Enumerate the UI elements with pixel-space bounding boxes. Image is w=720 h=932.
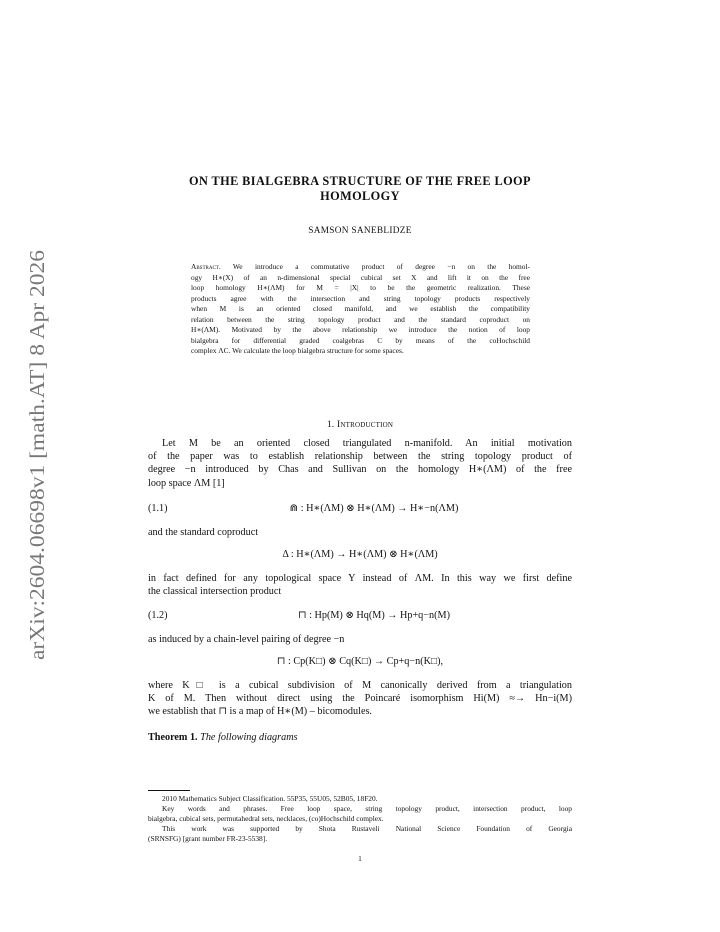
paragraph-3 xyxy=(148,679,572,719)
footnote-keywords: Key words and phrases. Free loop space, string topology product, intersection product, loop xyxy=(162,804,572,813)
abstract-line: when M is an oriented closed manifold, and we establish the compatibility xyxy=(191,304,530,314)
paragraph-line: in fact defined for any topological space Y instead of ΛM. In this way we first define xyxy=(148,573,572,584)
equation-coproduct xyxy=(148,549,572,563)
intro-paragraph xyxy=(148,437,572,490)
arxiv-id-text: arXiv:2604.06698v1 [math.AT] 8 Apr 2026 xyxy=(25,284,49,660)
equation-body: ⋒ : H∗(ΛM) ⊗ H∗(ΛM) → H∗−n(ΛM) xyxy=(289,503,459,514)
theorem-label: Theorem 1. xyxy=(148,732,198,743)
abstract-line: products agree with the intersection and string topology products respectively xyxy=(191,293,530,303)
abstract-line: ogy H∗(X) of an n-dimensional special cubical set X and lift it on the free xyxy=(191,272,530,282)
paragraph-line: we establish that ⊓ is a map of H∗(M) – bicomodules. xyxy=(148,706,372,718)
paragraph-line: degree −n introduced by Chas and Sullivan on the homology H∗(ΛM) of the free xyxy=(148,464,572,476)
paragraph-line: of the paper was to establish relationship between the string topology product of xyxy=(148,451,572,463)
section-heading xyxy=(148,419,572,430)
equation-chain-pairing xyxy=(148,656,572,670)
abstract-line-1 xyxy=(191,262,530,273)
equation-1-1 xyxy=(148,503,572,517)
paragraph-line: the classical intersection product xyxy=(148,586,282,598)
page-number: 1 xyxy=(358,854,362,863)
paper-title xyxy=(148,174,572,204)
footnote-funding-cont: (SRNSFG) [grant number FR-23-5538]. xyxy=(148,834,268,843)
equation-number: (1.2) xyxy=(148,610,168,621)
paragraph-line: as induced by a chain-level pairing of degree −n xyxy=(148,634,345,645)
title-line-2: HOMOLOGY xyxy=(320,189,400,203)
paragraph-2 xyxy=(148,572,572,598)
equation-1-2 xyxy=(148,610,572,624)
abstract-line: complex ΛC. We calculate the loop bialgebra structure for some spaces. xyxy=(191,346,404,356)
title-line-1: ON THE BIALGEBRA STRUCTURE OF THE FREE LOOP xyxy=(189,174,531,188)
footnote-rule xyxy=(148,790,190,791)
abstract-line: loop homology H∗(ΛM) for M = |X| to be the geometric realization. These xyxy=(191,283,530,293)
abstract xyxy=(191,262,530,357)
footnote-msc: 2010 Mathematics Subject Classification. 55P35, 55U05, 52B05, 18F20. xyxy=(162,794,378,803)
footnote-funding: This work was supported by Shota Rustaveli National Science Foundation of Georgia xyxy=(162,824,572,833)
abstract-line-text: We introduce a commutative product of degree −n on the homol- xyxy=(220,262,530,271)
paragraph-line: where K□ is a cubical subdivision of M canonically derived from a triangulation xyxy=(148,680,572,691)
equation-body: Δ : H∗(ΛM) → H∗(ΛM) ⊗ H∗(ΛM) xyxy=(282,549,438,560)
chain-text xyxy=(148,633,572,646)
equation-body: ⊓ : Cp(K□) ⊗ Cq(K□) → Cp+q−n(K□), xyxy=(276,656,444,667)
theorem-1 xyxy=(148,732,298,743)
equation-number: (1.1) xyxy=(148,503,168,514)
theorem-text: The following diagrams xyxy=(200,732,298,743)
author-name: SAMSON SANEBLIDZE xyxy=(308,226,412,236)
paragraph-line: and the standard coproduct xyxy=(148,527,259,538)
paragraph-line: Let M be an oriented closed triangulated n-manifold. An initial motivation xyxy=(162,438,572,449)
section-title: Introduction xyxy=(337,419,394,430)
paragraph-line: loop space ΛM [1] xyxy=(148,477,225,489)
abstract-line: relation between the string topology product and the standard coproduct on xyxy=(191,314,530,324)
abstract-line: H∗(ΛM). Motivated by the above relationship we introduce the notion of loop xyxy=(191,325,530,335)
paragraph-line: K of M. Then without direct using the Poincaré isomorphism Hi(M) ≈→ Hn−i(M) xyxy=(148,693,572,705)
abstract-label: Abstract. xyxy=(191,262,221,271)
equation-body: ⊓ : Hp(M) ⊗ Hq(M) → Hp+q−n(M) xyxy=(298,610,450,621)
footnote-keywords-cont: bialgebra, cubical sets, permutahedral sets, necklaces, (co)Hochschild complex. xyxy=(148,814,384,823)
arxiv-side-stamp xyxy=(20,250,50,660)
section-number: 1. xyxy=(326,419,335,430)
coproduct-text xyxy=(148,526,572,539)
abstract-line: bialgebra for differential graded coalgebras C by means of the coHochschild xyxy=(191,335,530,345)
footnotes xyxy=(148,794,572,844)
